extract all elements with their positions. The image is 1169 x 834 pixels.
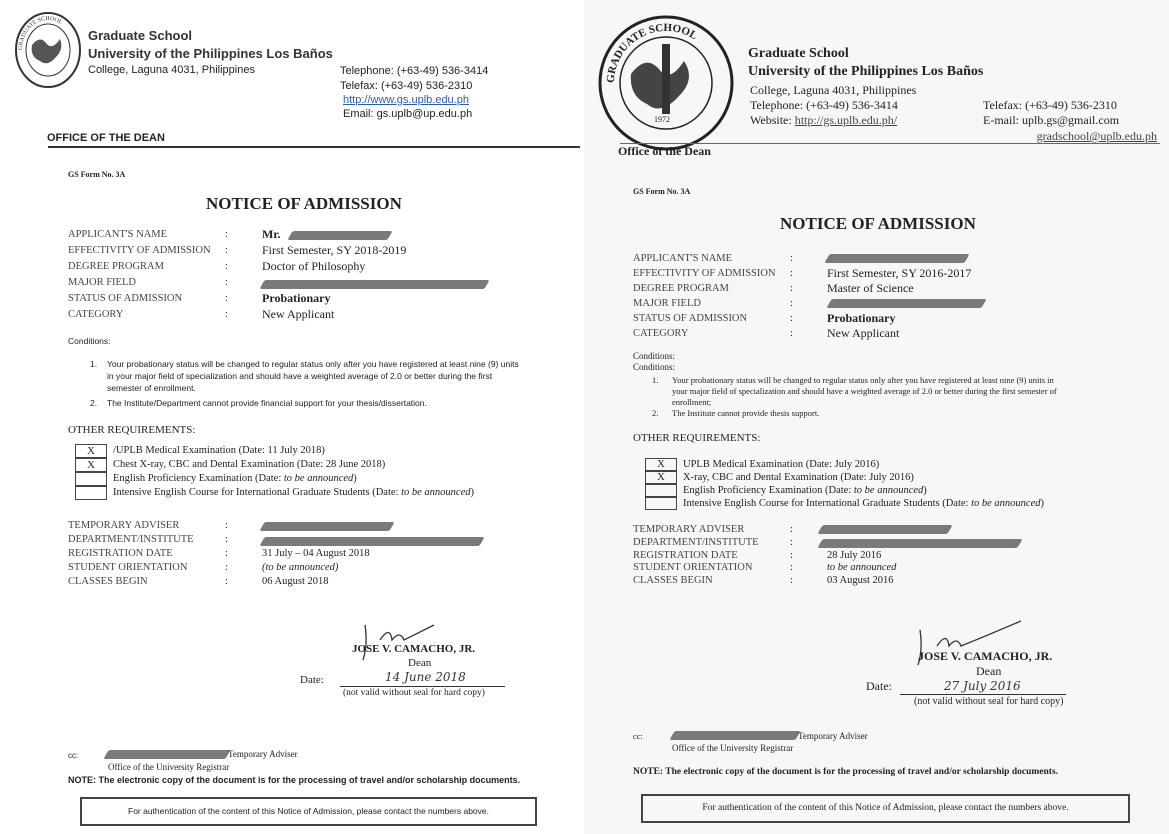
telefax: Telefax: (+63-49) 536-2310 bbox=[340, 80, 473, 92]
form-number: GS Form No. 3A bbox=[633, 187, 691, 196]
validity-note: (not valid without seal for hard copy) bbox=[343, 688, 485, 698]
authentication-text: For authentication of the content of this Notice of Admission, please contact the numbers above. bbox=[128, 806, 489, 816]
telephone: Telephone: (+63-49) 536-3414 bbox=[750, 98, 898, 112]
field-colon: : bbox=[225, 309, 228, 320]
conditions-label-duplicate: Conditions: bbox=[633, 362, 676, 372]
redaction bbox=[817, 539, 1022, 548]
detail-label: DEPARTMENT/INSTITUTE bbox=[633, 536, 759, 548]
redaction bbox=[287, 231, 392, 240]
redaction bbox=[259, 537, 484, 546]
authentication-box bbox=[641, 794, 1130, 823]
requirement-label: English Proficiency Examination (Date: bbox=[683, 485, 854, 496]
redaction bbox=[824, 254, 969, 263]
requirement-checkbox[interactable] bbox=[645, 484, 677, 497]
office-label: Office of the Dean bbox=[618, 144, 711, 158]
detail-label: REGISTRATION DATE bbox=[633, 549, 738, 561]
redaction bbox=[103, 750, 230, 759]
field-value: Master of Science bbox=[827, 281, 914, 295]
svg-text:GRADUATE SCHOOL: GRADUATE SCHOOL bbox=[17, 15, 64, 51]
date-label: Date: bbox=[300, 674, 324, 686]
detail-colon: : bbox=[225, 562, 228, 573]
date-label: Date: bbox=[866, 679, 892, 693]
requirement-date-tba: to be announced bbox=[401, 487, 471, 498]
website-link[interactable]: http://www.gs.uplb.edu.ph bbox=[343, 94, 469, 106]
field-label: EFFECTIVITY OF ADMISSION bbox=[68, 245, 211, 256]
requirement-label: UPLB Medical Examination (Date: July 2016) bbox=[683, 459, 880, 470]
detail-label: REGISTRATION DATE bbox=[68, 548, 173, 559]
requirement-label: Intensive English Course for International Graduate Students (Date: bbox=[113, 487, 402, 498]
telephone: Telephone: (+63-49) 536-3414 bbox=[340, 65, 489, 77]
header-divider bbox=[48, 146, 580, 148]
field-colon: : bbox=[225, 261, 228, 272]
requirement-text: Intensive English Course for International Graduate Students (Date: to be announced) bbox=[113, 487, 474, 498]
address: College, Laguna 4031, Philippines bbox=[750, 83, 917, 97]
email: Email: gs.uplb@up.edu.ph bbox=[343, 108, 473, 120]
detail-colon: : bbox=[225, 534, 228, 545]
signatory-title: Dean bbox=[408, 657, 432, 669]
requirement-label: Intensive English Course for International Graduate Students (Date: bbox=[683, 498, 972, 509]
detail-label: CLASSES BEGIN bbox=[633, 575, 713, 587]
field-value: Mr. bbox=[262, 227, 281, 241]
svg-text:GRADUATE SCHOOL: GRADUATE SCHOOL bbox=[604, 21, 700, 84]
field-label: STATUS OF ADMISSION bbox=[633, 313, 748, 324]
condition-text: Your probationary status will be changed to regular status only after you have registered at least nine (9) units in bbox=[672, 375, 1054, 385]
redaction bbox=[259, 280, 489, 289]
school-name: Graduate School bbox=[748, 46, 849, 61]
electronic-copy-note: NOTE: The electronic copy of the document is for the processing of travel and/or scholarship documents. bbox=[68, 775, 521, 785]
cc-registrar: Office of the University Registrar bbox=[108, 762, 230, 772]
address: College, Laguna 4031, Philippines bbox=[88, 64, 255, 76]
form-number: GS Form No. 3A bbox=[68, 170, 126, 179]
condition-text: in your major field of specialization and should have a weighted average of 2.0 or better during the first bbox=[107, 371, 493, 381]
requirement-checkbox[interactable]: X bbox=[645, 458, 677, 471]
requirement-text bbox=[113, 445, 325, 457]
conditions-label: Conditions: bbox=[633, 351, 676, 361]
redaction bbox=[259, 522, 394, 531]
field-colon: : bbox=[790, 328, 793, 339]
detail-label: TEMPORARY ADVISER bbox=[68, 520, 180, 531]
detail-colon: : bbox=[790, 562, 793, 574]
website-label: Website: bbox=[750, 113, 795, 127]
office-label: OFFICE OF THE DEAN bbox=[47, 132, 165, 144]
field-label: APPLICANT'S NAME bbox=[68, 229, 168, 240]
condition-number: 2. bbox=[90, 398, 98, 408]
detail-label: STUDENT ORIENTATION bbox=[68, 562, 188, 573]
cc-registrar: Office of the University Registrar bbox=[672, 743, 794, 753]
telefax: Telefax: (+63-49) 536-2310 bbox=[983, 98, 1117, 112]
school-name: Graduate School bbox=[88, 28, 193, 43]
detail-value: to be announced bbox=[827, 562, 897, 574]
requirement-label: /UPLB Medical Examination (Date: 11 July 2018) bbox=[113, 445, 325, 456]
signatory-name: JOSE V. CAMACHO, JR. bbox=[918, 649, 1053, 663]
field-label: CATEGORY bbox=[633, 328, 689, 339]
other-requirements-label: OTHER REQUIREMENTS: bbox=[68, 424, 196, 436]
detail-label: STUDENT ORIENTATION bbox=[633, 562, 753, 574]
condition-text: your major field of specialization and should have a weighted average of 2.0 or better during the first semester of bbox=[672, 386, 1057, 396]
field-colon: : bbox=[790, 313, 793, 324]
requirement-checkbox[interactable]: X bbox=[645, 471, 677, 484]
notice-document-2016 bbox=[584, 0, 1169, 834]
authentication-box bbox=[80, 797, 537, 826]
redaction bbox=[669, 731, 800, 740]
field-label: MAJOR FIELD bbox=[68, 277, 136, 288]
requirement-label: English Proficiency Examination (Date: bbox=[113, 473, 284, 484]
handwritten-date: 27 July 2016 bbox=[944, 679, 1021, 693]
requirement-text bbox=[683, 459, 879, 471]
field-label: STATUS OF ADMISSION bbox=[68, 293, 183, 304]
detail-value: 06 August 2018 bbox=[262, 576, 329, 587]
field-label: DEGREE PROGRAM bbox=[68, 261, 164, 272]
cc-label: cc: bbox=[633, 731, 643, 741]
requirement-checkbox[interactable] bbox=[75, 472, 107, 486]
field-colon: : bbox=[225, 229, 228, 240]
field-colon: : bbox=[225, 277, 228, 288]
document-title: NOTICE OF ADMISSION bbox=[206, 194, 402, 213]
detail-label: DEPARTMENT/INSTITUTE bbox=[68, 534, 194, 545]
condition-text: The Institute/Department cannot provide financial support for your thesis/dissertation. bbox=[107, 398, 427, 408]
university-name: University of the Philippines Los Baños bbox=[88, 46, 333, 61]
detail-colon: : bbox=[790, 536, 793, 548]
field-value: Doctor of Philosophy bbox=[262, 259, 366, 273]
requirement-text: English Proficiency Examination (Date: to be announced) bbox=[683, 485, 927, 496]
detail-colon: : bbox=[225, 576, 228, 587]
field-label: MAJOR FIELD bbox=[633, 298, 701, 309]
handwritten-date: 14 June 2018 bbox=[385, 670, 466, 684]
condition-text: enrollment; bbox=[672, 397, 712, 407]
document-title: NOTICE OF ADMISSION bbox=[780, 214, 976, 233]
signatory-name: JOSE V. CAMACHO, JR. bbox=[352, 643, 476, 655]
field-colon: : bbox=[790, 268, 793, 279]
condition-text: semester of enrollment. bbox=[107, 383, 196, 393]
detail-label: TEMPORARY ADVISER bbox=[633, 524, 745, 535]
field-label: APPLICANT'S NAME bbox=[633, 253, 733, 264]
cc-label: cc: bbox=[68, 751, 79, 760]
field-label: EFFECTIVITY OF ADMISSION bbox=[633, 268, 776, 279]
condition-text: Your probationary status will be changed to regular status only after you have registered at least nine (9) units bbox=[107, 359, 519, 369]
field-value: Probationary bbox=[262, 291, 331, 305]
requirement-label: X-ray, CBC and Dental Examination (Date: July 2016) bbox=[683, 472, 914, 483]
requirement-checkbox[interactable]: X bbox=[75, 458, 107, 472]
detail-value: (to be announced) bbox=[262, 562, 339, 573]
svg-text:1972: 1972 bbox=[654, 115, 670, 124]
field-value: New Applicant bbox=[827, 326, 900, 340]
requirement-text: Intensive English Course for International Graduate Students (Date: to be announced) bbox=[683, 498, 1044, 509]
requirement-checkbox[interactable]: X bbox=[75, 444, 107, 458]
detail-value: 31 July – 04 August 2018 bbox=[262, 548, 370, 559]
field-colon: : bbox=[225, 293, 228, 304]
conditions-label: Conditions: bbox=[68, 336, 111, 346]
field-value: First Semester, SY 2018-2019 bbox=[262, 243, 407, 257]
detail-colon: : bbox=[790, 575, 793, 587]
redaction bbox=[826, 299, 986, 308]
requirement-text bbox=[683, 472, 914, 484]
requirement-text: English Proficiency Examination (Date: to be announced) bbox=[113, 473, 357, 484]
university-name: University of the Philippines Los Baños bbox=[748, 64, 984, 79]
condition-number: 1. bbox=[90, 359, 98, 369]
university-seal-icon bbox=[596, 14, 736, 152]
field-value: First Semester, SY 2016-2017 bbox=[827, 266, 972, 280]
field-colon: : bbox=[790, 253, 793, 264]
detail-colon: : bbox=[225, 548, 228, 559]
detail-colon: : bbox=[790, 549, 793, 561]
detail-label: CLASSES BEGIN bbox=[68, 576, 148, 587]
requirement-date-tba: to be announced bbox=[971, 498, 1041, 509]
redaction bbox=[817, 525, 952, 534]
requirement-label: Chest X-ray, CBC and Dental Examination (Date: 28 June 2018) bbox=[113, 459, 386, 470]
field-label: CATEGORY bbox=[68, 309, 124, 320]
notice-document-2018 bbox=[0, 0, 584, 834]
requirement-text bbox=[113, 459, 385, 471]
field-colon: : bbox=[225, 245, 228, 256]
email: E-mail: uplb.gs@gmail.com bbox=[983, 113, 1120, 127]
field-colon: : bbox=[790, 298, 793, 309]
signatory-title: Dean bbox=[976, 664, 1002, 678]
validity-note: (not valid without seal for hard copy) bbox=[914, 696, 1064, 707]
condition-number: 1. bbox=[652, 375, 659, 385]
condition-number: 2. bbox=[652, 408, 659, 418]
field-value: New Applicant bbox=[262, 307, 335, 321]
requirement-checkbox[interactable] bbox=[75, 486, 107, 500]
requirement-date-tba: to be announced bbox=[853, 485, 924, 496]
university-seal-icon bbox=[14, 10, 82, 90]
field-label: DEGREE PROGRAM bbox=[633, 283, 729, 294]
cc-adviser: Temporary Adviser bbox=[798, 731, 868, 741]
electronic-copy-note: NOTE: The electronic copy of the document is for the processing of travel and/or scholarship documents. bbox=[633, 767, 1059, 777]
detail-value: 28 July 2016 bbox=[827, 549, 882, 561]
detail-colon: : bbox=[790, 524, 793, 535]
email-2-link[interactable]: gradschool@uplb.edu.ph bbox=[1036, 129, 1157, 143]
requirement-date-tba: to be announced bbox=[283, 473, 354, 484]
other-requirements-label: OTHER REQUIREMENTS: bbox=[633, 432, 761, 444]
field-value: Probationary bbox=[827, 311, 896, 325]
requirement-checkbox[interactable] bbox=[645, 497, 677, 510]
date-line bbox=[900, 694, 1066, 695]
cc-adviser: Temporary Adviser bbox=[228, 749, 298, 759]
date-line bbox=[340, 686, 505, 687]
condition-text: The Institute cannot provide thesis support. bbox=[672, 408, 820, 418]
field-colon: : bbox=[790, 283, 793, 294]
authentication-text: For authentication of the content of this Notice of Admission, please contact the numbers above. bbox=[702, 803, 1069, 813]
detail-colon: : bbox=[225, 520, 228, 531]
detail-value: 03 August 2016 bbox=[827, 575, 894, 587]
website-link[interactable]: http://gs.uplb.edu.ph/ bbox=[794, 113, 898, 127]
